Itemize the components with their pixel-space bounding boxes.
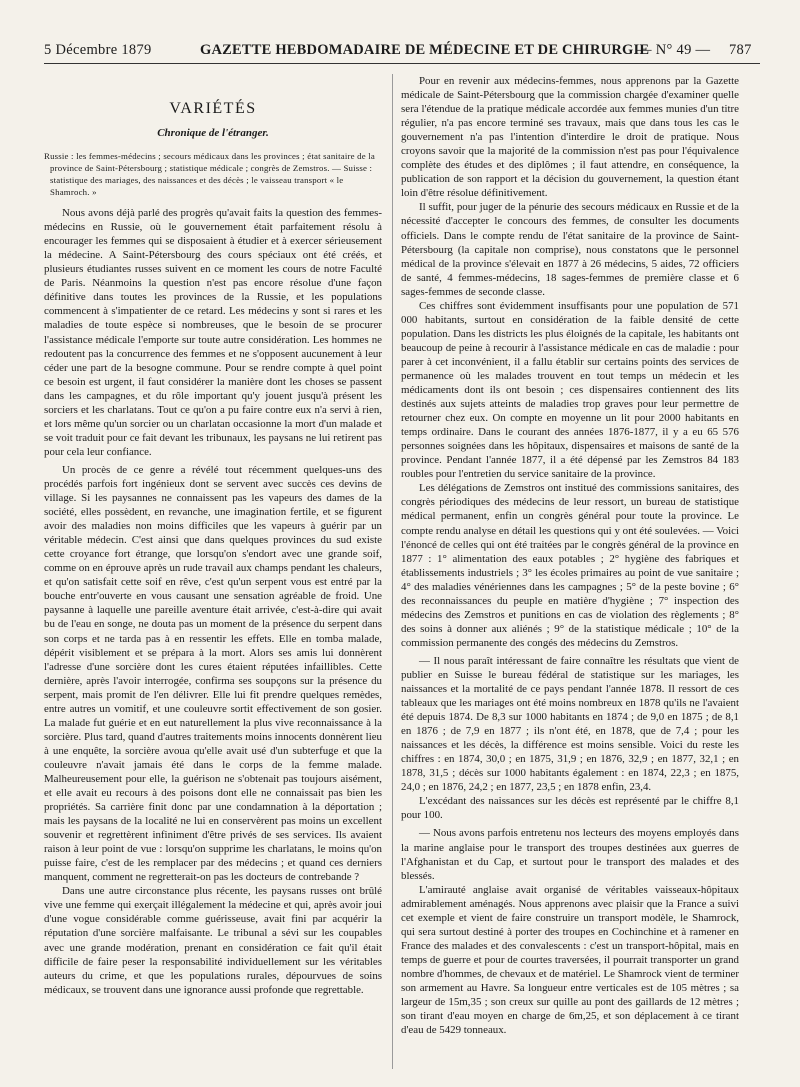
paragraph: L'amirauté anglaise avait organisé de véritables vaisseaux-hôpitaux admirablement aménagés. Nous apprenons avec plaisir que la France a suivi cet exemple et vient de faire construire un transport modèle, le Shamrock, qui sera surtout destiné à porter des troupes en Cochinchine et à ramener en France des malades et des convalescents : c'est un transport-hôpital, mais en temps de guerre et pour de courtes traversées, il pourrait transporter un grand nombre d'hommes, de chevaux et de matériel. Le Shamrock vient de terminer son armement au Havre. Sa longueur entre verticales est de 105 mètres ; sa largeur de 15m,35 ; son creux sur quille au pont des gaillards de 12 mètres ; son tirant d'eau moyen en charge de 6m,25, et son déplacement à ce tirant d'eau de 5429 tonneaux. <box>401 883 739 1037</box>
issue-number: — N° 49 — <box>637 42 711 58</box>
issue-date: 5 Décembre 1879 <box>44 42 152 58</box>
section-summary: Russie : les femmes-médecins ; secours médicaux dans les provinces ; état sanitaire de la province de Saint-Pétersbourg ; statistique médicale ; congrès de Zemstros. — Suisse : statistique des mariages, des naissances et des décès ; le vaisseau transport « le Shamroch. » <box>44 151 375 198</box>
paragraph: Les délégations de Zemstros ont institué des commissions sanitaires, des congrès périodiques des médecins de leur ressort, un bureau de statistique médical permanent, enfin un congrès général pour toute la province. Le compte rendu analyse en détail les questions qui y ont été soulevées. — Voici l'énoncé de celles qui ont été traitées par le congrès général de la province en 1877 : 1° alimentation des eaux potables ; 2° hygiène des fabriques et établissements industriels ; 3° les écoles primaires au point de vue sanitaire ; 4° des maladies vénériennes dans les campagnes ; 5° de la peste bovine ; 6° des reconnaissances du peuple en matière d'hygiène ; 7° inspection des médecins des Zemstros et punitions en cas de violation des règlements ; 8° des soins à donner aux aliénés ; 9° de la statistique médicale ; 10° de la commission permanente des congés des médecins du Zemstros. <box>401 482 739 649</box>
running-header <box>44 40 760 60</box>
paragraph: Il suffit, pour juger de la pénurie des secours médicaux en Russie et de la nécessité d'accepter le concours des femmes, de consulter les documents officiels. Dans le compte rendu de l'état sanitaire de la province de Saint-Pétersbourg (la capitale non comprise), nous constatons que le personnel médical de la province s'élevait en 1877 à 26 médecins, 5 aides, 72 officiers de santé, 4 femmes-médecins, 18 sages-femmes de première classe et 6 sages-femmes de seconde classe. <box>401 201 739 298</box>
right-column <box>401 74 739 1037</box>
page-number: 787 <box>729 42 752 58</box>
journal-title: GAZETTE HEBDOMADAIRE DE MÉDECINE ET DE CHIRURGIE <box>200 42 650 58</box>
journal-page <box>44 34 760 1074</box>
section-subtitle: Chronique de l'étranger. <box>157 127 269 140</box>
paragraph: Nous avons déjà parlé des progrès qu'avait faits la question des femmes-médecins en Russie, où le gouvernement était parfaitement résolu à encourager les femmes qui se disposaient à étudier et à exercer sérieusement la médecine. A Saint-Pétersbourg des cours spéciaux ont été créés, et plusieurs étudiantes russes suivent en ce moment les cours de notre Faculté de Paris. Néanmoins la question n'est pas encore résolue d'une façon définitive dans toutes les provinces de la Russie, et les populations commencent à s'impatienter de ce retard. Les médecins y sont si rares et les maladies de toute espèce si nombreuses, que le besoin de se procurer l'assistance médicale l'emporte sur toute autre considération. Les hommes ne redoutent pas la concurrence des femmes et ne s'opposent aucunement à leur céder une part de la besogne commune. Pour se rendre compte à quel point ce besoin est urgent, il faut considérer la manière dont les choses se passent dans les campagnes, et du rôle important qu'y jouent jusqu'à présent les sorciers et les charlatans. Tout ce qu'on a pu faire contre eux n'a servi à rien, et lors même qu'un sorcier ou un charlatan occasionne la mort d'un malade et se voit traduit pour ce fait devant les tribunaux, les paysans ne lui retirent pas pour cela leur confiance. <box>44 207 382 458</box>
left-column <box>44 78 382 997</box>
paragraph: Ces chiffres sont évidemment insuffisants pour une population de 571 000 habitants, surtout en considération de la faible densité de cette population. Dans les districts les plus éloignés de la capitale, les habitants ont beaucoup de peine à recourir à l'assistance médicale en cas de maladie : pour parer à cet inconvénient, il a fallu établir sur certains points des services de permanence où les malades trouvent en tout temps un médecin et les médicaments dont ils ont besoin ; ces dispensaires contiennent des lits destinés aux sujets atteints de maladies trop graves pour leur permettre de retourner chez eux. On compte en moyenne un lit pour 2000 habitants en temps ordinaire. Dans le courant des années 1876-1877, il y a eu 65 576 personnes soignées dans les hôpitaux, dispensaires et maisons de santé de la province. Pendant l'année 1877, il a été dépensé par les Zemstros 84 183 roubles pour l'entretien du service sanitaire de la province. <box>401 299 739 481</box>
header-rule <box>44 63 760 64</box>
paragraph: Un procès de ce genre a révélé tout récemment quelques-uns des procédés parfois fort ingénieux dont se servent avec succès ces devins de village. Si les paysannes ne connaissent pas les vapeurs des dames de la société, elles possèdent, en revanche, une imagination fertile, et se figurent avoir des maladies non moins difficiles que les vapeurs à guérir par un véritable médecin. C'est ainsi que dans quelques provinces du sud existe cette croyance fort étrange, que lorsqu'on s'endort avec une grande soif, comme on en éprouve après un rude travail aux champs pendant les chaleurs, et qu'on satisfait cette soif en rêve, c'est qu'un serpent vous est entré par la bouche entr'ouverte en vous causant une sensation agréable de froid. Une paysanne à laquelle une pareille aventure était arrivée, c'est-à-dire qui avait bu de l'eau en songe, ne douta pas un moment de la présence du serpent dans son corps et ne tarda pas à en ressentir les effets. Elle en tomba malade, dépérit visiblement et se prépara à la mort. Alors ses amis lui donnèrent l'adresse d'une sorcière dont les cures étaient réputées infaillibles. Cette dernière, après l'avoir interrogée, confirma ses soupçons sur la présence du serpent, mais promit de l'en délivrer. Elle lui fit prendre quelques remèdes, entre autres un vomitif, et une couleuvre sortit effectivement de son gosier. La malade fut guérie et en eut naturellement la plus vive reconnaissance à la sorcière. Plus tard, quand d'autres traitements moins innocents donnèrent lieu à une enquête, la sorcière avoua qu'elle avait usé d'un subterfuge et que la couleuvre n'avait jamais été dans le corps de la femme malade. Malheureusement pour elle, la guérison ne s'obtenait pas toujours aisément, et elle avait eu recours à des poisons dont elle ne connaissait pas bien les propriétés. Sa carrière finit donc par une condamnation à la déportation ; mais les paysans de la localité ne lui en conservèrent pas moins un excellent souvenir et regrettèrent infiniment d'être privés de ses services. Ils avaient raison à leur point de vue : lorsqu'on supprime les charlatans, le moins qu'on puisse faire, c'est de les remplacer par des médecins ; et quand ces derniers manquent, comment ne regretterait-on pas les docteurs de contrebande ? <box>44 463 382 884</box>
section-title: VARIÉTÉS <box>169 100 257 117</box>
paragraph: Pour en revenir aux médecins-femmes, nous apprenons par la Gazette médicale de Saint-Pétersbourg que la commission chargée d'examiner quelle sera l'étendue de la pratique médicale accordée aux femmes munies d'un titre régulier, n'a pas encore terminé ses travaux, mais que dans tous les cas le gouvernement n'a pas l'intention d'interdire le droit de pratique. Nous croyons savoir que la majorité de la commission n'est pas pour l'équivalence complète des études et des diplômes ; il faut attendre, en conséquence, la publication de son rapport et la décision du gouvernement, la question étant loin d'être résolue définitivement. <box>401 75 739 200</box>
paragraph: — Nous avons parfois entretenu nos lecteurs des moyens employés dans la marine anglaise pour le transport des troupes destinées aux guerres de l'Afghanistan et du Cap, et surtout pour le transport des malades et des blessés. <box>401 827 739 882</box>
paragraph: L'excédant des naissances sur les décès est représenté par le chiffre 8,1 pour 100. <box>401 795 739 822</box>
paragraph: — Il nous paraît intéressant de faire connaître les résultats que vient de publier en Suisse le bureau fédéral de statistique sur les mariages, les naissances et la mortalité de ce pays pendant l'année 1878. Il ressort de ces tableaux que les mariages ont été moins nombreux en 1878 qu'ils ne l'avaient été depuis 1874. De 8,3 sur 1000 habitants en 1874 ; de 9,0 en 1875 ; de 8,1 en 1876 ; de 7,9 en 1877 ; ils n'ont été, en 1878, que de 7,4 ; pour les naissances et les décès, la différence est moins sensible. Voici du reste les chiffres : en 1874, 30,0 ; en 1875, 31,9 ; en 1876, 32,9 ; en 1877, 32,1 ; en 1878, 31,5 ; décès sur 1000 habitants également : en 1874, 22,3 ; en 1875, 24,0 ; en 1876, 24,2 ; en 1877, 23,5 ; en 1878 enfin, 23,4. <box>401 654 739 794</box>
column-divider <box>392 74 393 1069</box>
paragraph: Dans une autre circonstance plus récente, les paysans russes ont brûlé vive une femme qui exerçait illégalement la médecine et qui, après avoir joui d'une vogue considérable comme guérisseuse, avait fini par acquérir la réputation d'une sorcière malfaisante. Le tribunal a sévi sur les coupables avec une grande modération, prenant en considération ce fait qu'il était difficile de faire peser la responsabilité individuellement sur les véritables auteurs du crime, et que les populations rurales, dépourvues de soins médicaux, se trouvent dans une ignorance aussi profonde que regrettable. <box>44 885 382 996</box>
